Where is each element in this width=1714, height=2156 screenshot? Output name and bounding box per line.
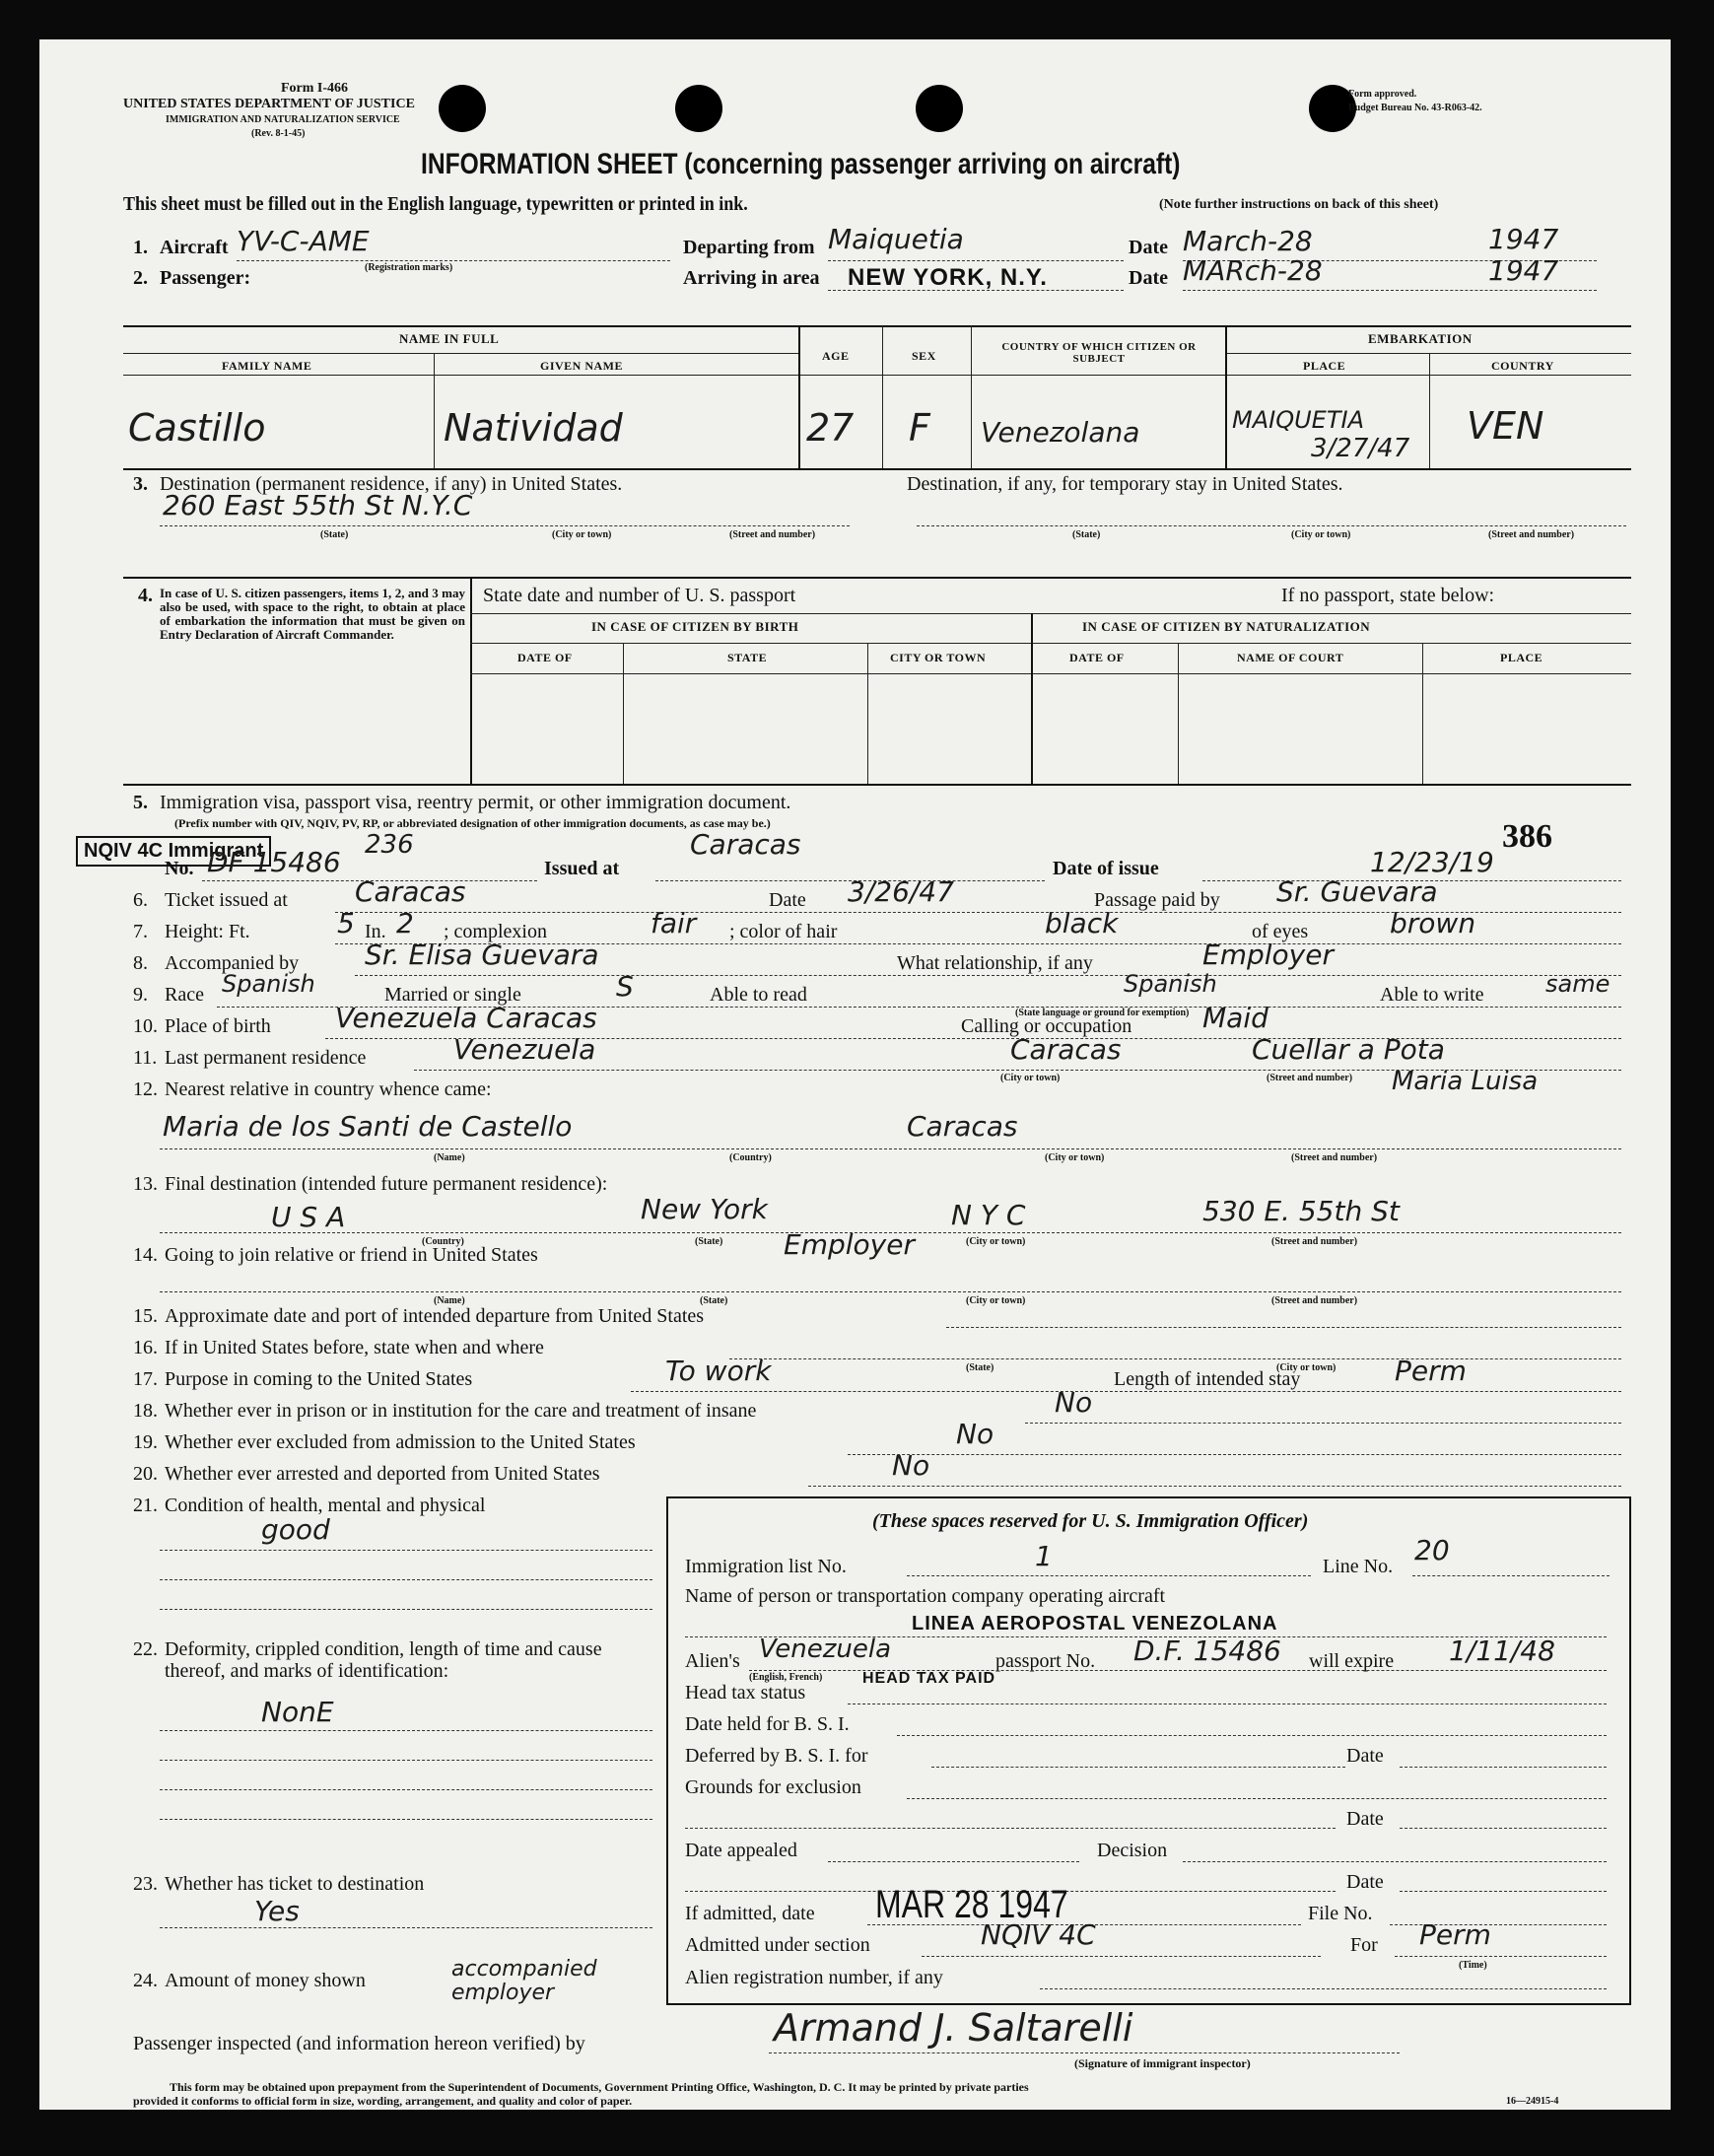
residence-city: Caracas xyxy=(1010,1033,1122,1066)
caption: (City or town) xyxy=(1276,1362,1337,1373)
relative-city: Caracas xyxy=(907,1110,1018,1143)
family-name-value: Castillo xyxy=(128,406,266,450)
caption: (City or town) xyxy=(966,1295,1026,1306)
departing-label: Departing from xyxy=(683,237,815,258)
department: UNITED STATES DEPARTMENT OF JUSTICE xyxy=(123,97,415,111)
join-label: Going to join relative or friend in United States xyxy=(165,1244,538,1266)
form-code: 16—24915-4 xyxy=(1506,2096,1559,2107)
stay-label: Length of intended stay xyxy=(1114,1368,1301,1390)
row-num: 13. xyxy=(133,1173,158,1195)
row-num: 9. xyxy=(133,984,148,1006)
read-value: Spanish xyxy=(1124,970,1217,998)
accompanied-label: Accompanied by xyxy=(165,952,300,974)
row-num: 21. xyxy=(133,1495,158,1516)
race-label: Race xyxy=(165,984,204,1006)
race-value: Spanish xyxy=(222,970,315,998)
admitted-date-stamp: MAR 28 1947 xyxy=(875,1883,1068,1926)
passage-value: Sr. Guevara xyxy=(1276,875,1438,908)
for-value: Perm xyxy=(1419,1918,1491,1951)
grounds-date-label: Date xyxy=(1346,1808,1384,1830)
given-name-value: Natividad xyxy=(444,406,623,450)
immigration-list-label: Immigration list No. xyxy=(685,1556,847,1577)
caption: (City or town) xyxy=(1000,1073,1061,1083)
embark-country-value: VEN xyxy=(1467,404,1544,448)
relationship-value: Employer xyxy=(1202,939,1334,971)
depart-date: March-28 xyxy=(1183,225,1313,257)
prison-label: Whether ever in prison or in institution for the care and treatment of insane xyxy=(165,1400,757,1422)
row-num: 11. xyxy=(133,1047,158,1069)
row-num: 14. xyxy=(133,1244,158,1266)
expire-value: 1/11/48 xyxy=(1449,1634,1555,1667)
caption: (City or town) xyxy=(1045,1152,1105,1163)
arrive-date: MARch-28 xyxy=(1183,254,1323,287)
caption: (Street and number) xyxy=(1267,1073,1353,1083)
row-num: 10. xyxy=(133,1015,158,1037)
eyes-label: of eyes xyxy=(1252,921,1309,942)
admitted-date-label: If admitted, date xyxy=(685,1903,815,1924)
line-no-label: Line No. xyxy=(1323,1556,1394,1577)
passenger-label: Passenger: xyxy=(160,267,251,289)
occupation-value: Maid xyxy=(1202,1002,1268,1034)
family-name-header: FAMILY NAME xyxy=(222,359,312,373)
hair-value: black xyxy=(1045,907,1119,939)
caption: (City or town) xyxy=(966,1236,1026,1247)
height-in-label: In. xyxy=(365,921,386,942)
aircraft-value: YV-C-AME xyxy=(237,225,370,257)
join-value: Employer xyxy=(784,1228,915,1261)
immigration-list-value: 1 xyxy=(1035,1540,1053,1572)
relative-label: Nearest relative in country whence came: xyxy=(165,1078,492,1100)
note: (Note further instructions on back of this sheet) xyxy=(1159,197,1439,212)
row-num: 8. xyxy=(133,952,148,974)
depart-year: 1947 xyxy=(1488,223,1559,255)
given-name-header: GIVEN NAME xyxy=(540,359,624,373)
inspector-signature: Armand J. Saltarelli xyxy=(774,2006,1133,2050)
visa-label: Immigration visa, passport visa, reentry permit, or other immigration document. xyxy=(160,792,791,813)
eyes-value: brown xyxy=(1390,907,1476,939)
height-label: Height: Ft. xyxy=(165,921,250,942)
caption: (Country) xyxy=(729,1152,772,1163)
caption: (Name) xyxy=(434,1152,465,1163)
date-of-issue-label: Date of issue xyxy=(1053,858,1159,879)
alien-label: Alien's xyxy=(685,1650,740,1672)
bsi-label: Date held for B. S. I. xyxy=(685,1713,850,1735)
complexion-value: fair xyxy=(651,907,697,939)
signature-caption: (Signature of immigrant inspector) xyxy=(1074,2056,1251,2070)
prison-value: No xyxy=(1055,1386,1093,1419)
caption: (Street and number) xyxy=(1291,1152,1378,1163)
citizenship-value: Venezolana xyxy=(981,416,1140,449)
passport-no-label: passport No. xyxy=(995,1650,1096,1672)
final-street: 530 E. 55th St xyxy=(1202,1195,1400,1227)
date-of-issue-value: 12/23/19 xyxy=(1370,846,1494,878)
age-header: AGE xyxy=(822,349,850,363)
embark-date-note: 3/27/47 xyxy=(1311,434,1410,463)
file-no-label: File No. xyxy=(1308,1903,1373,1924)
row-num: 18. xyxy=(133,1400,158,1422)
residence-label: Last permanent residence xyxy=(165,1047,367,1069)
relative-extra: Maria Luisa xyxy=(1392,1067,1539,1096)
row-num: 2. xyxy=(133,267,148,289)
row-num: 6. xyxy=(133,889,148,911)
line-no-value: 20 xyxy=(1414,1534,1450,1566)
final-city: N Y C xyxy=(951,1199,1026,1231)
citizen-instructions: In case of U. S. citizen passengers, items 1, 2, and 3 may also be used, with space to the right, to obtain at place of embarkation the information that must be given on Entry Declaration of Aircraft Commander. xyxy=(160,586,465,642)
country-header: COUNTRY OF WHICH CITIZEN OR SUBJECT xyxy=(1001,341,1197,365)
relationship-label: What relationship, if any xyxy=(897,952,1093,974)
state-header: STATE xyxy=(727,651,768,664)
relative-name: Maria de los Santi de Castello xyxy=(163,1110,573,1143)
final-country: U S A xyxy=(271,1201,346,1233)
visa-no-value: DF 15486 xyxy=(207,846,341,878)
write-label: Able to write xyxy=(1380,984,1484,1006)
arriving-label: Arriving in area xyxy=(683,267,820,289)
row-num: 16. xyxy=(133,1337,158,1358)
residence-country: Venezuela xyxy=(453,1033,596,1066)
ticket-destination-label: Whether has ticket to destination xyxy=(165,1873,425,1895)
date-value: 3/26/47 xyxy=(848,875,954,908)
form-number: Form I-466 xyxy=(281,81,349,96)
issued-at-label: Issued at xyxy=(544,858,620,879)
row-num: 20. xyxy=(133,1463,158,1485)
row-num: 5. xyxy=(133,792,148,813)
fine-print-1: This form may be obtained upon prepayment from the Superintendent of Documents, Government Printing Office, Washington, D. C. It may be printed by private parties xyxy=(170,2080,1029,2094)
passport-label: State date and number of U. S. passport xyxy=(483,585,796,606)
age-value: 27 xyxy=(806,406,855,450)
place-header: PLACE xyxy=(1303,359,1346,373)
section-value: NQIV 4C xyxy=(981,1918,1096,1951)
issued-at-value: Caracas xyxy=(690,828,801,861)
visa-no-extra: 236 xyxy=(365,830,414,860)
row-num: 12. xyxy=(133,1078,158,1100)
caption: (State) xyxy=(966,1362,994,1373)
departing-value: Maiquetia xyxy=(828,223,964,255)
complexion-label: ; complexion xyxy=(444,921,547,942)
caption: (Country) xyxy=(422,1236,464,1247)
purpose-value: To work xyxy=(665,1355,772,1387)
caption: (State) xyxy=(695,1236,723,1247)
caption: (State) xyxy=(1072,529,1101,540)
deferred-label: Deferred by B. S. I. for xyxy=(685,1745,868,1767)
destination-value: 260 East 55th St N.Y.C xyxy=(163,489,473,522)
deformity-label: Deformity, crippled condition, length of time and cause thereof, and marks of identification: xyxy=(165,1638,602,1682)
fine-print-2: provided it conforms to official form in size, wording, arrangement, and quality and color of paper. xyxy=(133,2094,633,2108)
health-label: Condition of health, mental and physical xyxy=(165,1495,486,1516)
language-caption: (State language or ground for exemption) xyxy=(1015,1008,1190,1018)
aircraft-label: Aircraft xyxy=(160,237,229,258)
row-num: 19. xyxy=(133,1431,158,1453)
visa-no-label: No. xyxy=(165,858,194,879)
ticket-label: Ticket issued at xyxy=(165,889,288,911)
court-header: NAME OF COURT xyxy=(1237,651,1344,664)
row-num: 17. xyxy=(133,1368,158,1390)
row-num: 7. xyxy=(133,921,148,942)
page-title: INFORMATION SHEET (concerning passenger arriving on aircraft) xyxy=(421,148,1181,180)
write-value: same xyxy=(1545,970,1611,998)
excluded-label: Whether ever excluded from admission to the United States xyxy=(165,1431,636,1453)
head-tax-label: Head tax status xyxy=(685,1682,806,1704)
destination-label: Destination (permanent residence, if any) in United States. xyxy=(160,473,623,495)
budget-bureau: Budget Bureau No. 43-R063-42. xyxy=(1348,103,1482,113)
alien-value: Venezuela xyxy=(759,1634,892,1664)
accompanied-value: Sr. Elisa Guevara xyxy=(365,939,599,971)
before-label: If in United States before, state when and where xyxy=(165,1337,544,1358)
date-label: Date xyxy=(1129,267,1168,289)
height-ft: 5 xyxy=(337,907,355,939)
ticket-value: Caracas xyxy=(355,875,466,908)
money-value: accompanied employer xyxy=(451,1957,597,2005)
row-num: 3. xyxy=(133,473,148,495)
stay-value: Perm xyxy=(1395,1355,1467,1387)
read-label: Able to read xyxy=(710,984,807,1006)
caption: (State) xyxy=(700,1295,728,1306)
caption: (City or town) xyxy=(1291,529,1351,540)
immigrant-stamp: NQIV 4C Immigrant xyxy=(76,836,271,867)
appealed-label: Date appealed xyxy=(685,1840,797,1861)
form-sheet xyxy=(39,39,1671,2110)
citizen-nat-header: IN CASE OF CITIZEN BY NATURALIZATION xyxy=(1082,619,1371,634)
file-count: 386 xyxy=(1502,818,1552,855)
final-state: New York xyxy=(641,1193,768,1225)
date-label: Date xyxy=(1129,237,1168,258)
city-header: CITY OR TOWN xyxy=(890,651,987,664)
sex-header: SEX xyxy=(912,349,936,363)
form-approved: Form approved. xyxy=(1348,89,1417,100)
purpose-label: Purpose in coming to the United States xyxy=(165,1368,473,1390)
row-num: 15. xyxy=(133,1305,158,1327)
row-num: 22. xyxy=(133,1638,158,1660)
excluded-value: No xyxy=(956,1418,994,1450)
decision-label: Decision xyxy=(1097,1840,1168,1861)
caption: (State) xyxy=(320,529,349,540)
visa-subcaption: (Prefix number with QIV, NQIV, PV, RP, or abbreviated designation of other immigration documents, as case may be.) xyxy=(174,816,771,830)
revision: (Rev. 8-1-45) xyxy=(251,128,306,139)
no-passport-label: If no passport, state below: xyxy=(1281,585,1495,606)
deported-label: Whether ever arrested and deported from United States xyxy=(165,1463,600,1485)
arriving-value: NEW YORK, N.Y. xyxy=(848,264,1048,291)
hair-label: ; color of hair xyxy=(729,921,838,942)
row-num: 23. xyxy=(133,1873,158,1895)
passport-no-value: D.F. 15486 xyxy=(1133,1634,1281,1667)
embarkation-header: EMBARKATION xyxy=(1368,331,1473,346)
passage-label: Passage paid by xyxy=(1094,889,1220,911)
caption: (Street and number) xyxy=(1271,1295,1358,1306)
service: IMMIGRATION AND NATURALIZATION SERVICE xyxy=(166,114,400,125)
for-label: For xyxy=(1350,1934,1378,1956)
grounds-label: Grounds for exclusion xyxy=(685,1776,861,1798)
decision-date-label: Date xyxy=(1346,1871,1384,1893)
embark-place-value: MAIQUETIA xyxy=(1232,406,1364,434)
caption: (Street and number) xyxy=(729,529,816,540)
money-label: Amount of money shown xyxy=(165,1970,366,1991)
row-num: 24. xyxy=(133,1970,158,1991)
punch-hole xyxy=(916,85,963,132)
health-value: good xyxy=(261,1513,330,1546)
date-of-header: DATE OF xyxy=(517,651,573,664)
married-label: Married or single xyxy=(384,984,521,1006)
country-emb-header: COUNTRY xyxy=(1491,359,1554,373)
place-header: PLACE xyxy=(1500,651,1543,664)
caption: (Street and number) xyxy=(1488,529,1575,540)
caption: (Name) xyxy=(434,1295,465,1306)
row-num: 4. xyxy=(138,585,153,606)
head-tax-value: HEAD TAX PAID xyxy=(862,1670,996,1687)
caption: (Street and number) xyxy=(1271,1236,1358,1247)
registration-caption: (Registration marks) xyxy=(365,262,453,273)
residence-street: Cuellar a Pota xyxy=(1252,1033,1445,1066)
company-label: Name of person or transportation company operating aircraft xyxy=(685,1585,1166,1607)
caption: (City or town) xyxy=(552,529,612,540)
row-num: 1. xyxy=(133,237,148,258)
height-in: 2 xyxy=(396,907,414,939)
final-destination-label: Final destination (intended future permanent residence): xyxy=(165,1173,608,1195)
name-in-full-header: NAME IN FULL xyxy=(399,331,500,346)
punch-hole xyxy=(675,85,722,132)
punch-hole xyxy=(439,85,486,132)
deformity-value: NonE xyxy=(261,1696,334,1728)
citizen-birth-header: IN CASE OF CITIZEN BY BIRTH xyxy=(591,619,799,634)
ticket-destination-value: Yes xyxy=(254,1895,300,1927)
expire-label: will expire xyxy=(1309,1650,1395,1672)
temp-destination-label: Destination, if any, for temporary stay in United States. xyxy=(907,473,1343,495)
inspected-label: Passenger inspected (and information hereon verified) by xyxy=(133,2033,585,2054)
instruction: This sheet must be filled out in the English language, typewritten or printed in ink. xyxy=(123,193,748,215)
officer-box-title: (These spaces reserved for U. S. Immigration Officer) xyxy=(872,1510,1309,1532)
married-value: S xyxy=(616,970,634,1003)
birthplace-value: Venezuela Caracas xyxy=(335,1002,597,1034)
sex-value: F xyxy=(909,406,930,450)
birthplace-label: Place of birth xyxy=(165,1015,271,1037)
section-label: Admitted under section xyxy=(685,1934,870,1956)
language-caption: (English, French) xyxy=(749,1672,823,1683)
alien-registration-label: Alien registration number, if any xyxy=(685,1967,943,1988)
occupation-label: Calling or occupation xyxy=(961,1015,1132,1037)
date-label: Date xyxy=(769,889,806,911)
departure-label: Approximate date and port of intended departure from United States xyxy=(165,1305,705,1327)
arrive-year: 1947 xyxy=(1488,254,1559,287)
time-caption: (Time) xyxy=(1459,1960,1487,1971)
company-value: LINEA AEROPOSTAL VENEZOLANA xyxy=(912,1613,1278,1634)
deferred-date-label: Date xyxy=(1346,1745,1384,1767)
date-of-header: DATE OF xyxy=(1069,651,1125,664)
deported-value: No xyxy=(892,1449,930,1482)
